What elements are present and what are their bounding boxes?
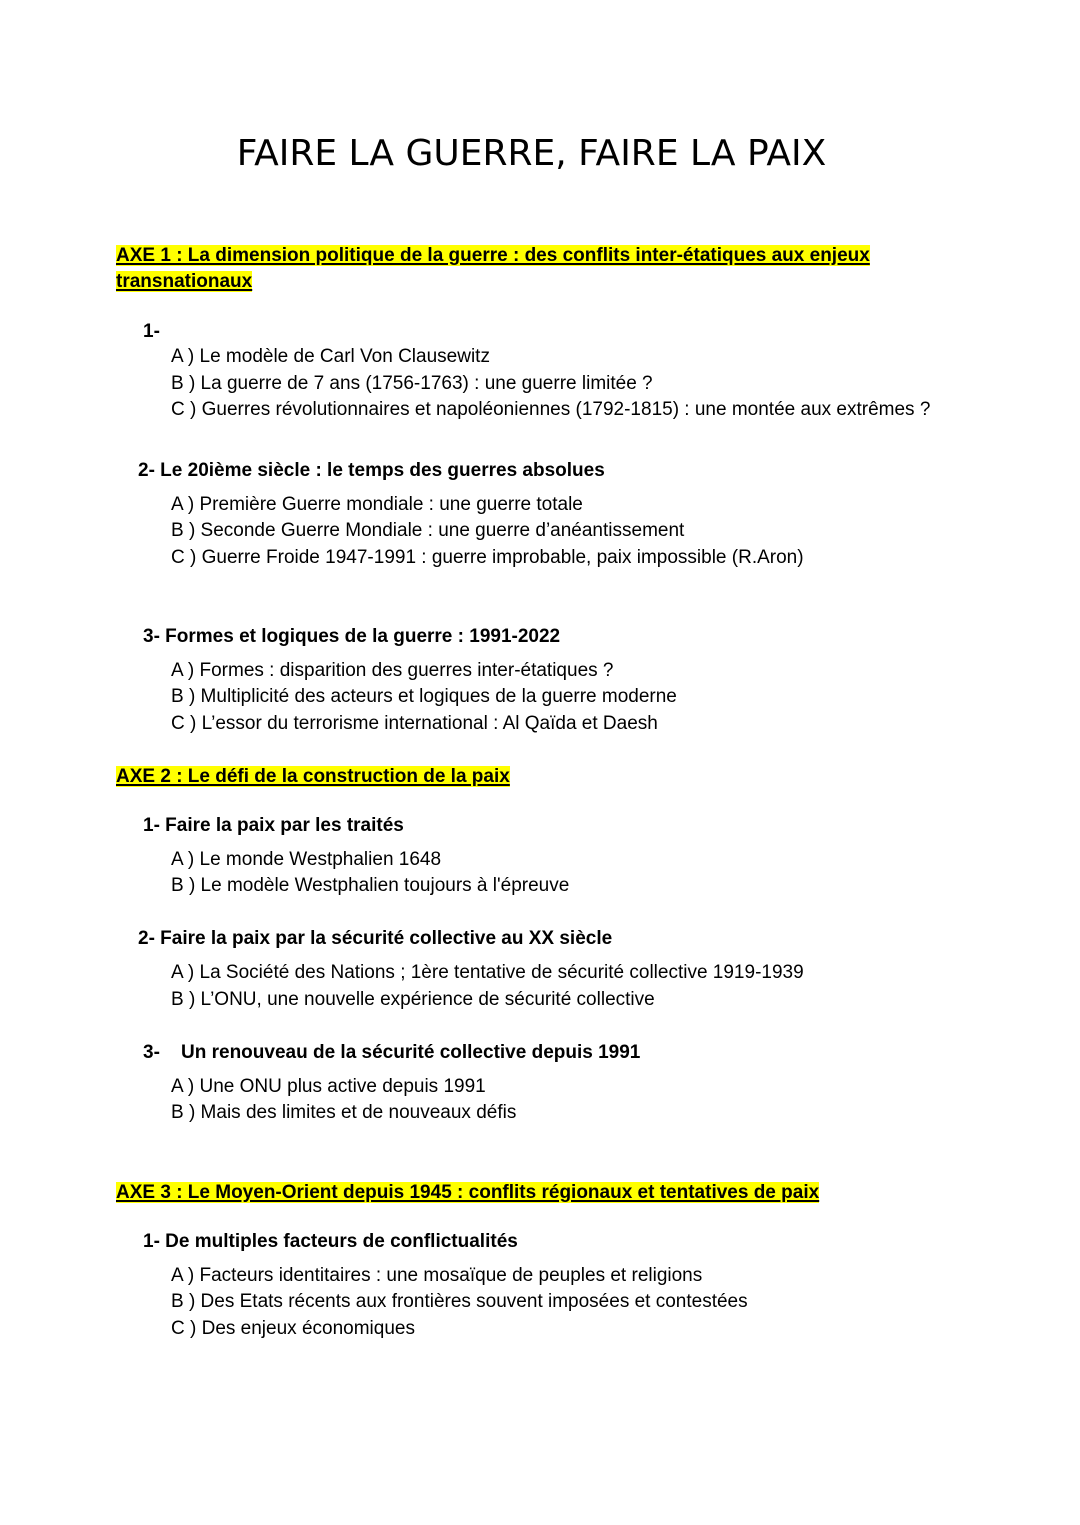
axe2-section2-item-a: A ) La Société des Nations ; 1ère tentative de sécurité collective 1919-1939	[171, 962, 804, 983]
axe1-heading-line2: transnationaux	[116, 271, 253, 292]
axe2-section3-number: 3-	[143, 1042, 160, 1063]
axe1-heading-line1: AXE 1 : La dimension politique de la guerre : des conflits inter-étatiques aux enjeux	[116, 245, 870, 266]
axe2-section3-title: Un renouveau de la sécurité collective depuis 1991	[181, 1042, 641, 1063]
axe1-section1-item-c: C ) Guerres révolutionnaires et napoléoniennes (1792-1815) : une montée aux extrêmes ?	[171, 399, 931, 420]
axe1-section1-title: 1-	[143, 321, 160, 342]
axe1-section1-item-a: A ) Le modèle de Carl Von Clausewitz	[171, 346, 490, 367]
axe2-section3-item-b: B ) Mais des limites et de nouveaux défis	[171, 1102, 517, 1123]
axe1-section3-item-a: A ) Formes : disparition des guerres inter-étatiques ?	[171, 660, 614, 681]
axe2-section1-title: 1- Faire la paix par les traités	[143, 815, 404, 836]
axe2-section2-item-b: B ) L’ONU, une nouvelle expérience de sécurité collective	[171, 989, 655, 1010]
page-title: FAIRE LA GUERRE, FAIRE LA PAIX	[236, 133, 827, 174]
axe2-section2-title: 2- Faire la paix par la sécurité collective au XX siècle	[138, 928, 613, 949]
axe1-section3-title: 3- Formes et logiques de la guerre : 1991-2022	[143, 626, 561, 647]
axe3-section1-item-c: C ) Des enjeux économiques	[171, 1318, 415, 1339]
axe1-section2-item-a: A ) Première Guerre mondiale : une guerre totale	[171, 494, 583, 515]
axe3-section1-item-b: B ) Des Etats récents aux frontières souvent imposées et contestées	[171, 1291, 748, 1312]
axe1-section3-item-b: B ) Multiplicité des acteurs et logiques de la guerre moderne	[171, 686, 677, 707]
axe3-section1-title: 1- De multiples facteurs de conflictualités	[143, 1231, 518, 1252]
axe2-heading: AXE 2 : Le défi de la construction de la paix	[116, 766, 510, 787]
axe2-section1-item-b: B ) Le modèle Westphalien toujours à l'épreuve	[171, 875, 570, 896]
axe3-heading: AXE 3 : Le Moyen-Orient depuis 1945 : conflits régionaux et tentatives de paix	[116, 1182, 820, 1203]
axe1-section1-item-b: B ) La guerre de 7 ans (1756-1763) : une guerre limitée ?	[171, 373, 653, 394]
axe2-section3-item-a: A ) Une ONU plus active depuis 1991	[171, 1076, 486, 1097]
axe2-section1-item-a: A ) Le monde Westphalien 1648	[171, 849, 442, 870]
axe3-section1-item-a: A ) Facteurs identitaires : une mosaïque de peuples et religions	[171, 1265, 703, 1286]
axe1-section3-item-c: C ) L’essor du terrorisme international : Al Qaïda et Daesh	[171, 713, 658, 734]
axe1-section2-item-b: B ) Seconde Guerre Mondiale : une guerre d’anéantissement	[171, 520, 685, 541]
axe1-section2-item-c: C ) Guerre Froide 1947-1991 : guerre improbable, paix impossible (R.Aron)	[171, 547, 804, 568]
axe1-section2-title: 2- Le 20ième siècle : le temps des guerres absolues	[138, 460, 605, 481]
